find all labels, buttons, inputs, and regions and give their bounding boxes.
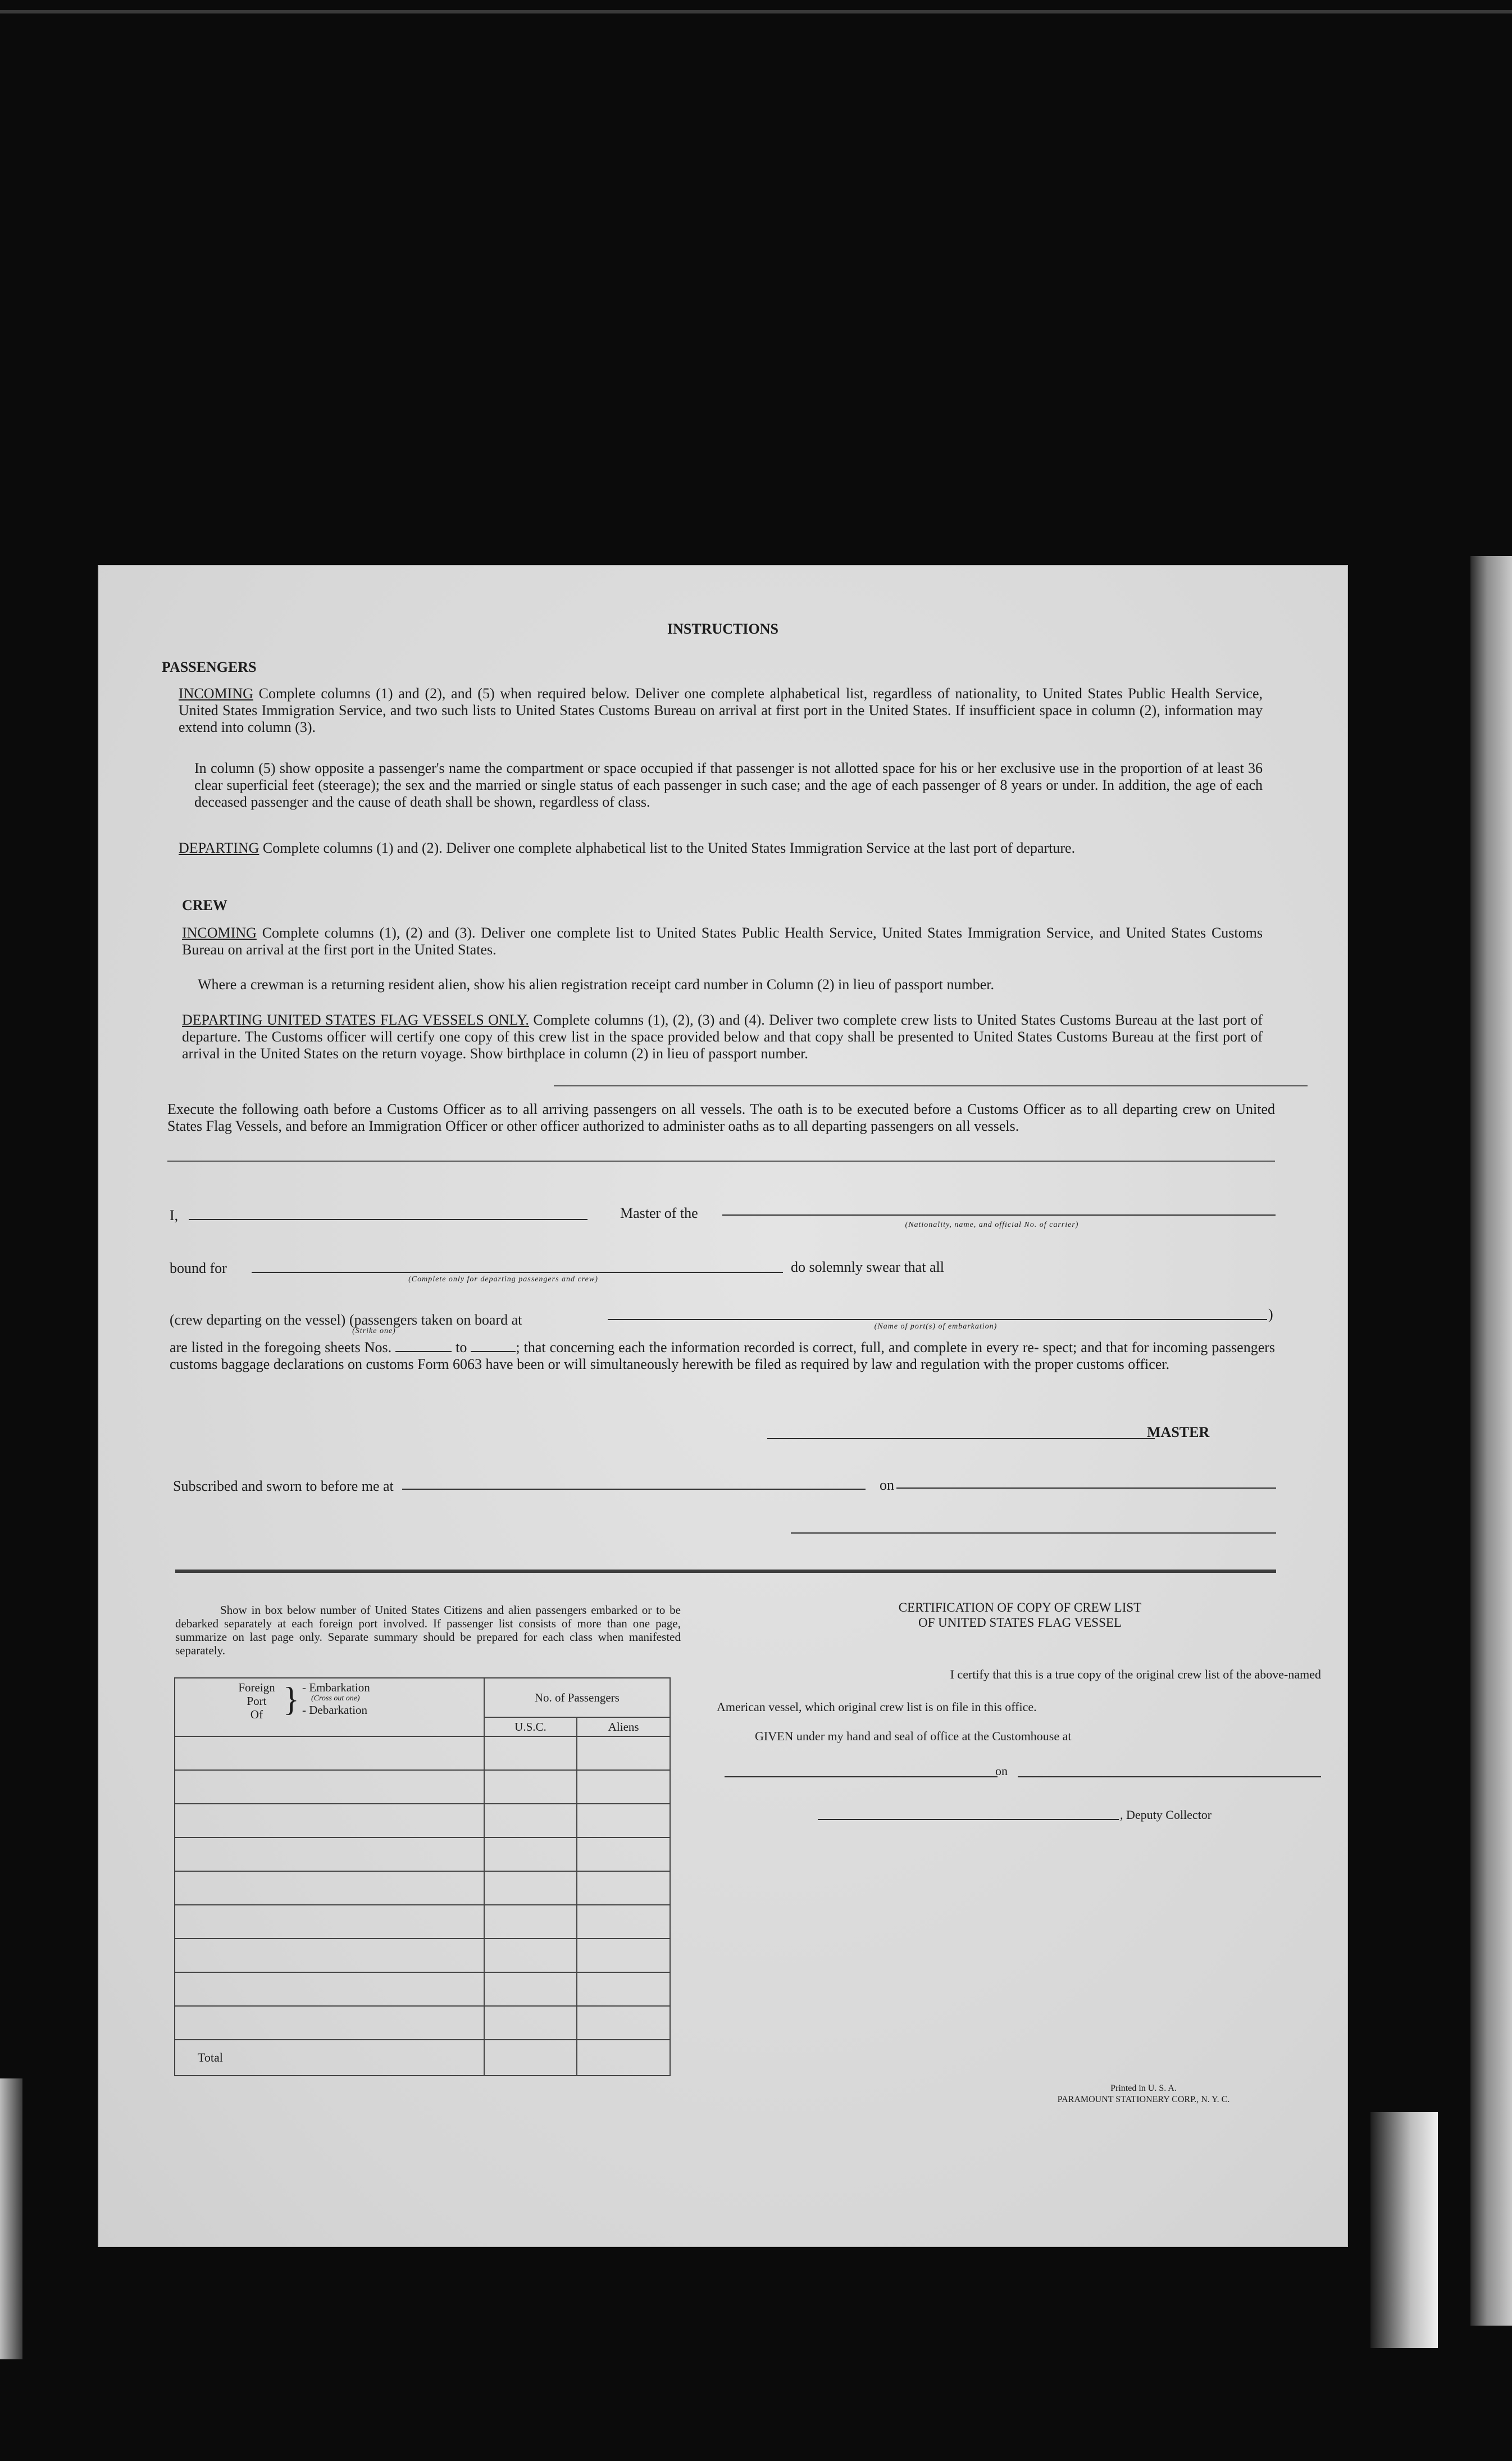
returning-resident-paragraph: Where a crewman is a returning resident alien, show his alien registration receipt card number in Column (2) in lieu of passport number. [198,976,995,993]
carrier-caption: (Nationality, name, and official No. of carrier) [905,1221,1079,1229]
film-edge-left [0,2078,22,2359]
listed-text-4: as required by law and regulation with the proper customs officer. [785,1356,1170,1372]
table-row [175,1770,670,1804]
bound-for-field[interactable] [252,1272,783,1273]
table-row [175,1736,670,1770]
table-row [175,2006,670,2040]
crew-incoming-text: Complete columns (1), (2) and (3). Deliver one complete list to United States Public Health Service, United States Immigration Service, and United States Customs Bureau on arrival at the first port in the United States. [182,925,1263,958]
flag-vessels-paragraph [182,1012,1263,1062]
officer-signature-field[interactable] [791,1532,1276,1534]
subscribed-label: Subscribed and sworn to before me at [173,1478,394,1494]
certification-heading: CERTIFICATION OF COPY OF CREW LIST OF UNITED STATES FLAG VESSEL [898,1600,1142,1630]
document-page [99,566,1347,2246]
table-row [175,1905,670,1939]
flag-vessels-label: DEPARTING UNITED STATES FLAG VESSELS ONLY. [182,1012,529,1028]
port-header-cell [175,1678,484,1736]
summary-instructions: Show in box below number of United States Citizens and alien passengers embarked or to be debarked separately at each foreign port involved. If passenger list consists of more than one page, summarize on last page only. Separate summary should be prepared for each class when manifested separately. [175,1603,681,1657]
incoming-label: INCOMING [179,685,253,702]
departing-text: Complete columns (1) and (2). Deliver one complete alphabetical list to the United States Immigration Service at the last port of departure. [262,840,1076,856]
strike-caption: (Strike one) [352,1327,396,1335]
master-name-field[interactable] [189,1219,588,1220]
cert-date-field[interactable] [1018,1776,1321,1777]
sworn-date-field[interactable] [896,1487,1276,1489]
printer-imprint: Printed in U. S. A. PARAMOUNT STATIONERY CORP., N. Y. C. [1057,2084,1230,2104]
divider [167,1161,1275,1162]
sworn-place-field[interactable] [402,1489,866,1490]
aliens-header: Aliens [577,1717,670,1736]
no-of-passengers-header: No. of Passengers [484,1678,670,1717]
table-row [175,1837,670,1871]
passengers-incoming-paragraph [179,685,1263,736]
divider [554,1085,1308,1086]
brace-glyph: } [283,1681,299,1718]
listed-to: to [456,1339,467,1355]
table-row [175,1939,670,1972]
close-paren: ) [1268,1306,1273,1322]
swear-label: do solemnly swear that all [791,1259,944,1275]
given-text: GIVEN under my hand and seal of office at the Customhouse at [755,1729,1072,1743]
crew-incoming-label: INCOMING [182,925,257,941]
passengers-heading: PASSENGERS [162,659,257,675]
total-label: Total [175,2040,484,2076]
crew-incoming-paragraph [182,925,1263,958]
customhouse-field[interactable] [725,1776,998,1777]
listed-text-3: spect; and that for incoming passengers customs baggage declarations on customs Form 6063 have been or will simultaneously herewith be filed [170,1339,1276,1372]
bound-for-label: bound for [170,1260,227,1276]
section-divider [175,1570,1276,1573]
master-signature-field[interactable] [767,1438,1155,1439]
crew-passengers-label: (crew departing on the vessel) (passengers taken on board at [170,1312,522,1328]
carrier-field[interactable] [722,1214,1276,1216]
passengers-departing-paragraph [179,840,1263,857]
oath-body [170,1339,1275,1373]
listed-text-1: are listed in the foregoing sheets Nos. [170,1339,392,1355]
deputy-collector-label: , Deputy Collector [1120,1808,1212,1822]
passenger-summary-table [174,1677,671,2076]
foreign-port-label: Foreign Port Of [238,1681,275,1721]
instructions-title: INSTRUCTIONS [667,621,778,637]
ports-caption: (Name of port(s) of embarkation) [874,1322,998,1331]
deputy-collector-field[interactable] [818,1819,1119,1820]
usc-header: U.S.C. [484,1717,577,1736]
american-vessel-text: American vessel, which original crew list is on file in this office. [717,1700,1037,1714]
film-edge-right [1370,2112,1438,2348]
sworn-on-label: on [880,1477,894,1493]
master-of-label: Master of the [620,1205,698,1221]
crew-heading: CREW [182,897,227,913]
incoming-text: Complete columns (1) and (2), and (5) when required below. Deliver one complete alphabetical list, regardless of nationality, to United States Public Health Service, United States Immigration Service, and two such lists to United States Customs Bureau on arrival at first port in the United States. If insufficient space in column (2), information may extend into column (3). [179,685,1263,735]
film-strip-top [0,10,1512,13]
table-row [175,1972,670,2006]
adjacent-frame-edge [1470,556,1512,2326]
certify-text: I certify that this is a true copy of the original crew list of the above-named [950,1667,1321,1681]
sheet-from-field[interactable] [395,1342,452,1352]
bound-for-caption: (Complete only for departing passengers and crew) [408,1275,598,1284]
oath-instructions: Execute the following oath before a Customs Officer as to all arriving passengers on all vessels. The oath is to be executed before a Customs Officer as to all departing crew on United States Flag Vessels, and before an Immigration Officer or other officer authorized to administer oaths as to all departing passengers on all vessels. [167,1101,1275,1134]
departing-label: DEPARTING [179,840,259,856]
column5-paragraph: In column (5) show opposite a passenger's name the compartment or space occupied if that passenger is not allotted space for his or her exclusive use in the proportion of at least 36 clear superficial feet (steerage); the sex and the married or single status of each passenger in such case; and the age of each passenger of 8 years or under. In addition, the age of each deceased passenger and the cause of death shall be shown, regardless of class. [194,760,1263,810]
sheet-to-field[interactable] [471,1342,516,1352]
flag-vessels-text: Complete columns (1), (2), (3) and (4). Deliver two complete crew lists to United States Customs Bureau at the last port of departure. The Customs officer will certify one copy of this crew list in the space provided below and that copy shall be presented to United States Customs Bureau at the first port of arrival in the United States on the return voyage. Show birthplace in column (2) in lieu of passport number. [182,1012,1263,1062]
oath-i-label: I, [170,1207,179,1223]
table-row [175,1804,670,1837]
embark-debark-label: - Embarkation (Cross out one) - Debarkation [302,1681,370,1717]
cert-on-label: on [995,1764,1008,1778]
embarkation-port-field[interactable] [608,1319,1267,1320]
total-row [175,2040,670,2076]
master-label: MASTER [1147,1424,1210,1440]
listed-text-2: ; that concerning each the information recorded is correct, full, and complete in every re- [516,1339,1039,1355]
table-row [175,1871,670,1905]
